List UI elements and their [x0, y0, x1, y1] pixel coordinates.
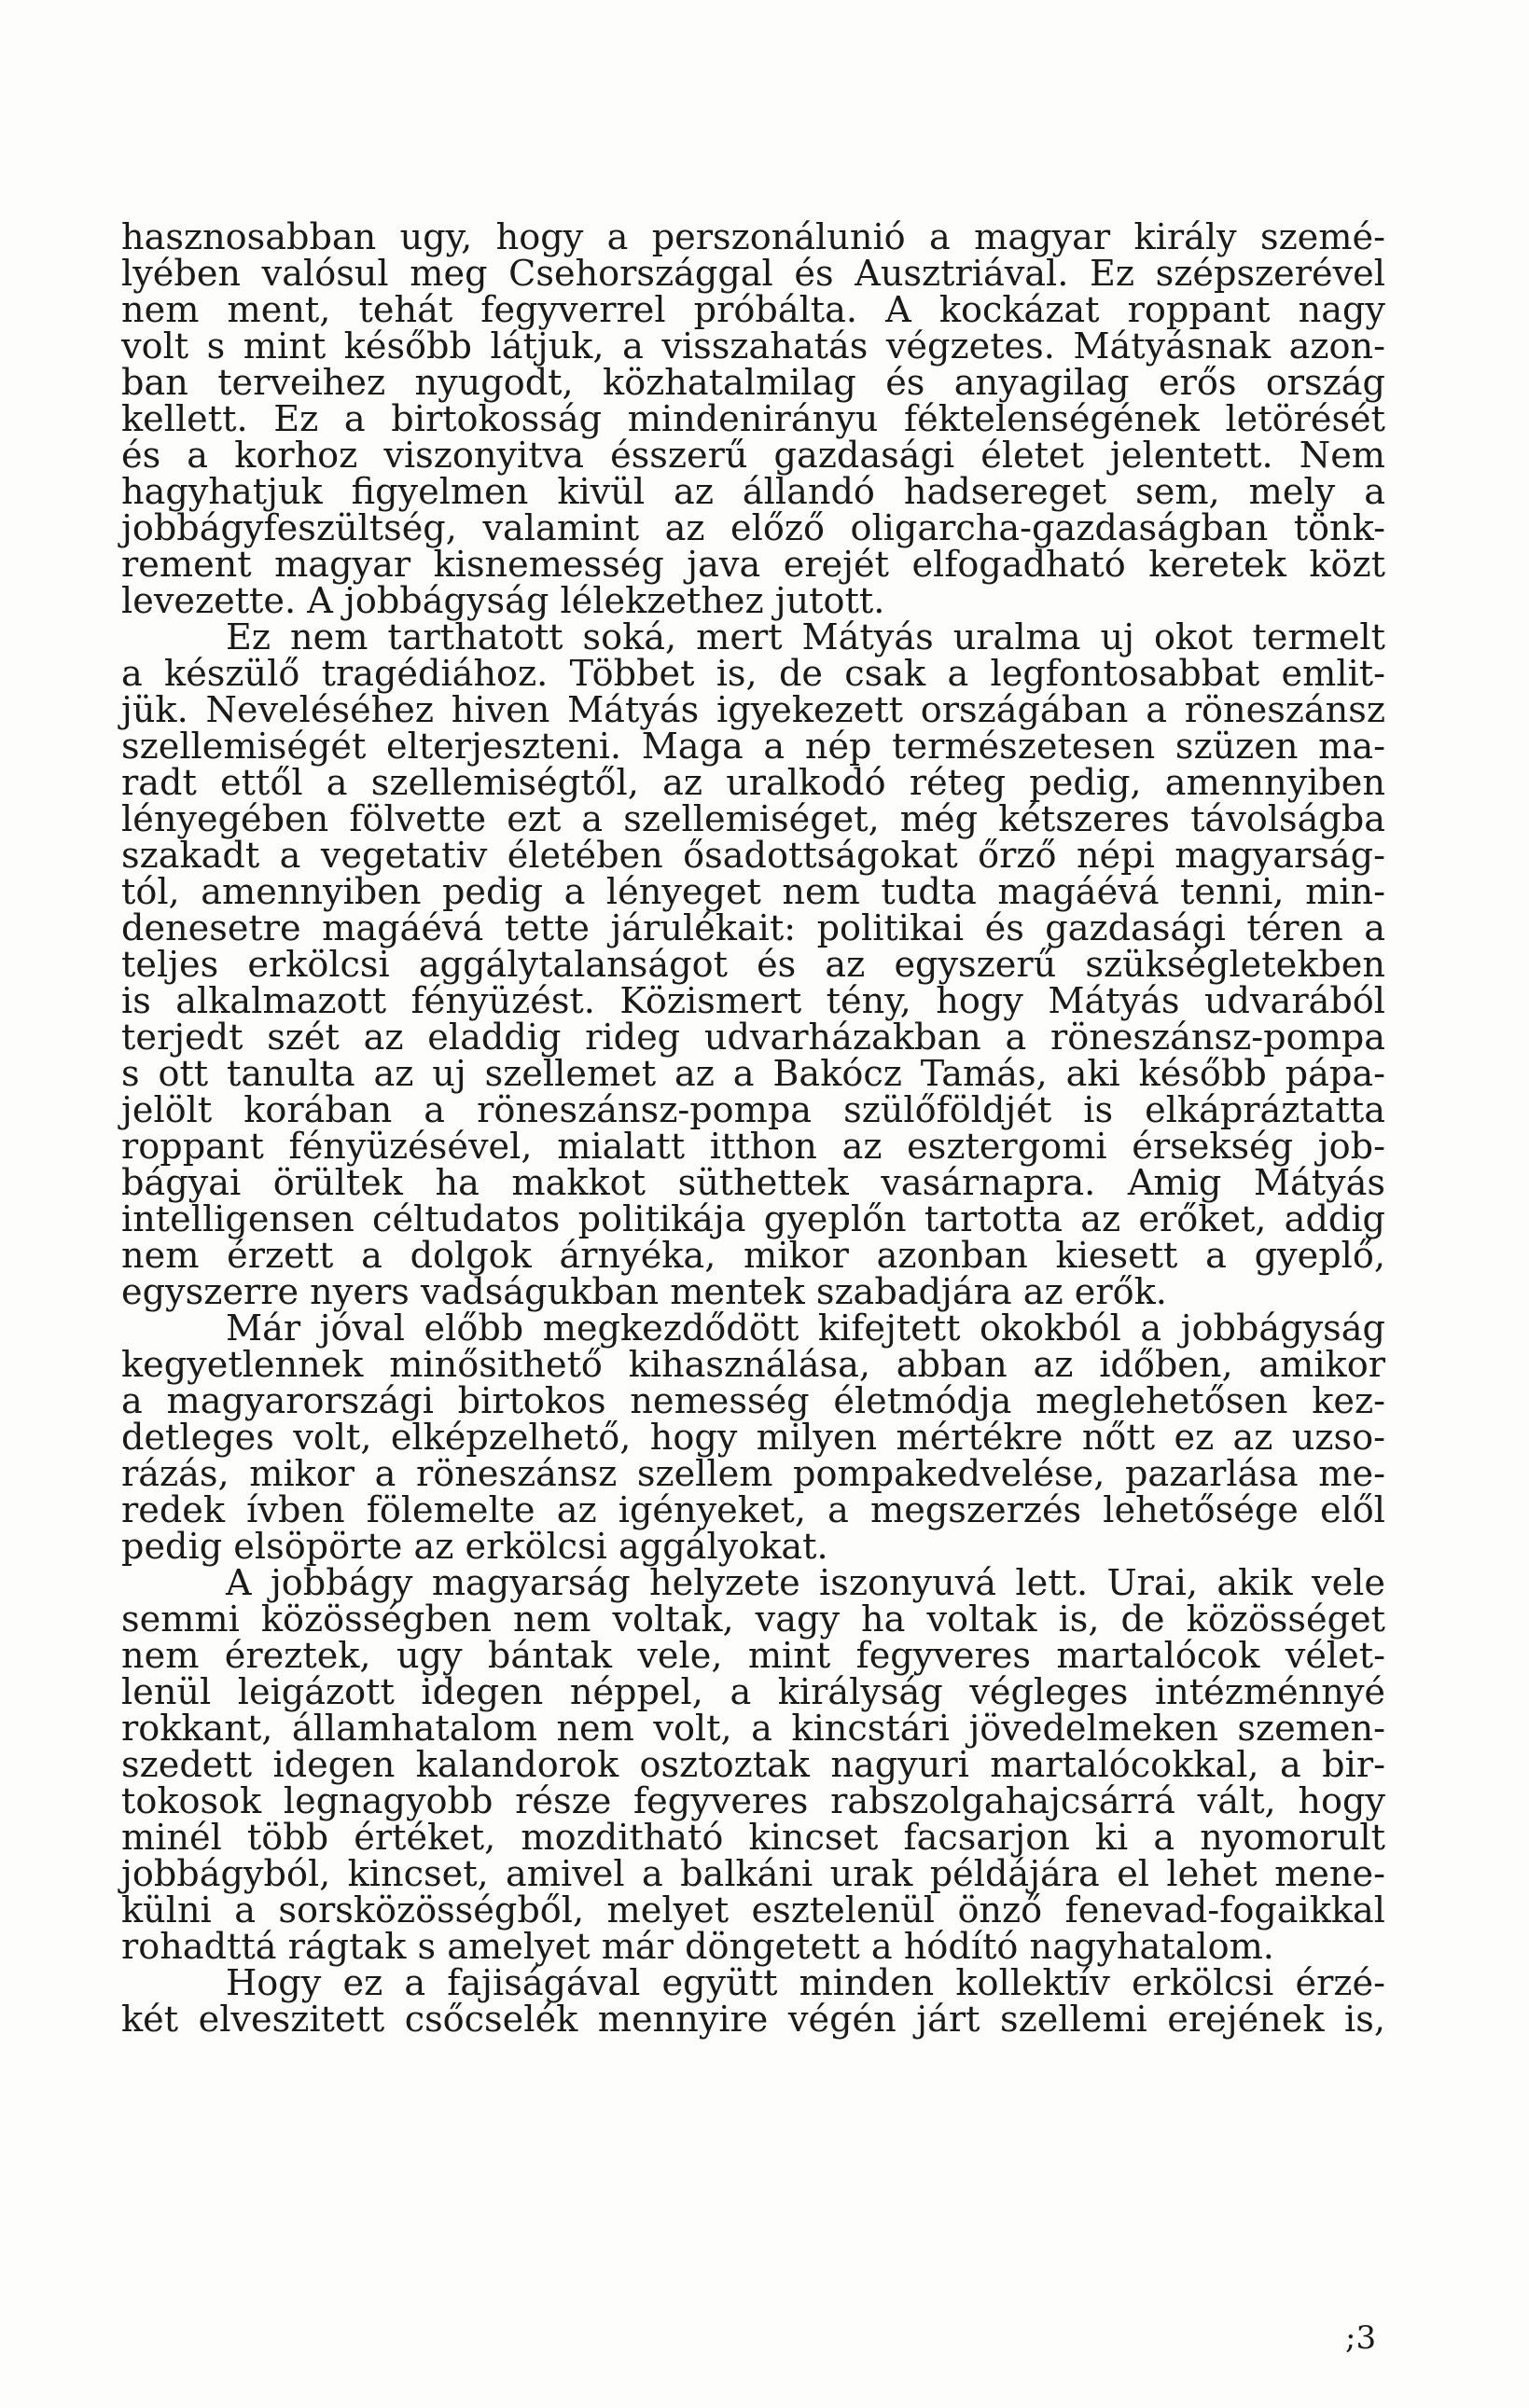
text-line: két elveszitett csőcselék mennyire végén járt szellemi erejének is,: [121, 2000, 1385, 2041]
text-line: a készülő tragédiához. Többet is, de csak a legfontosabbat emlit-: [121, 654, 1385, 695]
text-line: radt ettől a szellemiségtől, az uralkodó réteg pedig, amennyiben: [121, 763, 1385, 804]
text-line: nem ment, tehát fegyverrel próbálta. A kockázat roppant nagy: [121, 290, 1385, 331]
text-line: Már jóval előbb megkezdődött kifejtett okokból a jobbágyság: [226, 1308, 1385, 1349]
text-line: tól, amennyiben pedig a lényeget nem tudta magáévá tenni, min-: [121, 872, 1385, 913]
page-number: ;3: [1345, 2319, 1377, 2357]
text-line: jobbágyból, kincset, amivel a balkáni urak példájára el lehet mene-: [121, 1854, 1385, 1895]
text-line: lenül leigázott idegen néppel, a királyság végleges intézménnyé: [121, 1672, 1385, 1713]
text-line: ban terveihez nyugodt, közhatalmilag és anyagilag erős ország: [121, 363, 1385, 404]
text-line: pedig elsöpörte az erkölcsi aggályokat.: [121, 1527, 828, 1568]
text-line: bágyai örültek ha makkot süthettek vasárnapra. Amig Mátyás: [121, 1163, 1385, 1204]
text-line: a magyarországi birtokos nemesség életmódja meglehetősen kez-: [121, 1381, 1385, 1422]
paragraph: [121, 217, 1385, 622]
body-text: [121, 217, 1385, 2041]
text-line: volt s mint később látjuk, a visszahatás végzetes. Mátyásnak azon-: [121, 326, 1385, 367]
text-line: nem érzett a dolgok árnyéka, mikor azonban kiesett a gyeplő,: [121, 1236, 1385, 1277]
text-line: s ott tanulta az uj szellemet az a Bakócz Tamás, aki később pápa-: [121, 1054, 1385, 1095]
text-line: Hogy ez a fajiságával együtt minden kollektív erkölcsi érzé-: [226, 1963, 1385, 2004]
text-line: jelölt korában a röneszánsz-pompa szülőföldjét is elkápráztatta: [121, 1090, 1385, 1131]
text-line: hasznosabban ugy, hogy a perszonálunió a magyar király szemé-: [121, 217, 1385, 258]
text-line: terjedt szét az eladdig rideg udvarházakban a röneszánsz-pompa: [121, 1017, 1385, 1059]
text-line: is alkalmazott fényüzést. Közismert tény, hogy Mátyás udvarából: [121, 981, 1385, 1022]
text-line: jobbágyfeszültség, valamint az előző oligarcha-gazdaságban tönk-: [121, 508, 1385, 549]
text-line: levezette. A jobbágyság lélekzethez jutott.: [121, 581, 885, 622]
text-line: intelligensen céltudatos politikája gyeplőn tartotta az erőket, addig: [121, 1199, 1385, 1240]
text-line: kellett. Ez a birtokosság mindenirányu féktelenségének letörését: [121, 399, 1385, 440]
text-line: redek ívben fölemelte az igényeket, a megszerzés lehetősége elől: [121, 1490, 1385, 1531]
text-line: A jobbágy magyarság helyzete iszonyuvá lett. Urai, akik vele: [226, 1563, 1385, 1604]
text-line: rement magyar kisnemesség java erejét elfogadható keretek közt: [121, 545, 1385, 586]
text-line: szakadt a vegetativ életében ősadottságokat őrző népi magyarság-: [121, 836, 1385, 877]
text-line: denesetre magáévá tette járulékait: politikai és gazdasági téren a: [121, 908, 1385, 949]
paragraph: [121, 617, 1385, 1313]
text-line: detleges volt, elképzelhető, hogy milyen mértékre nőtt ez az uzso-: [121, 1418, 1385, 1459]
text-line: minél több értéket, mozditható kincset facsarjon ki a nyomorult: [121, 1818, 1385, 1859]
text-line: szellemiségét elterjeszteni. Maga a nép természetesen szüzen ma-: [121, 727, 1385, 768]
paragraph: [121, 1308, 1385, 1568]
text-line: semmi közösségben nem voltak, vagy ha voltak is, de közösséget: [121, 1599, 1385, 1640]
text-line: egyszerre nyers vadságukban mentek szabadjára az erők.: [121, 1272, 1167, 1313]
text-line: rohadttá rágtak s amelyet már döngetett a hódító nagyhatalom.: [121, 1927, 1274, 1968]
text-line: teljes erkölcsi aggálytalanságot és az egyszerű szükségletekben: [121, 945, 1385, 986]
text-line: külni a sorsközösségből, melyet esztelenül önző fenevad-fogaikkal: [121, 1890, 1385, 1931]
text-line: lyében valósul meg Csehországgal és Ausztriával. Ez szépszerével: [121, 254, 1385, 295]
text-line: roppant fényüzésével, mialatt itthon az esztergomi érsekség job-: [121, 1127, 1385, 1168]
text-line: rázás, mikor a röneszánsz szellem pompakedvelése, pazarlása me-: [121, 1454, 1385, 1495]
text-line: nem éreztek, ugy bántak vele, mint fegyveres martalócok vélet-: [121, 1636, 1385, 1677]
text-line: kegyetlennek minősithető kihasználása, abban az időben, amikor: [121, 1345, 1385, 1386]
text-line: jük. Neveléséhez hiven Mátyás igyekezett országában a röneszánsz: [121, 690, 1385, 731]
text-line: és a korhoz viszonyitva ésszerű gazdasági életet jelentett. Nem: [121, 436, 1385, 477]
text-line: tokosok legnagyobb része fegyveres rabszolgahajcsárrá vált, hogy: [121, 1781, 1385, 1822]
text-line: rokkant, államhatalom nem volt, a kincstári jövedelmeken szemen-: [121, 1709, 1385, 1750]
text-line: szedett idegen kalandorok osztoztak nagyuri martalócokkal, a bir-: [121, 1745, 1385, 1786]
text-line: hagyhatjuk figyelmen kivül az állandó hadsereget sem, mely a: [121, 472, 1385, 513]
paragraph: [121, 1963, 1385, 2041]
text-line: Ez nem tarthatott soká, mert Mátyás uralma uj okot termelt: [226, 617, 1385, 658]
paragraph: [121, 1563, 1385, 1968]
text-line: lényegében fölvette ezt a szellemiséget, még kétszeres távolságba: [121, 799, 1385, 840]
